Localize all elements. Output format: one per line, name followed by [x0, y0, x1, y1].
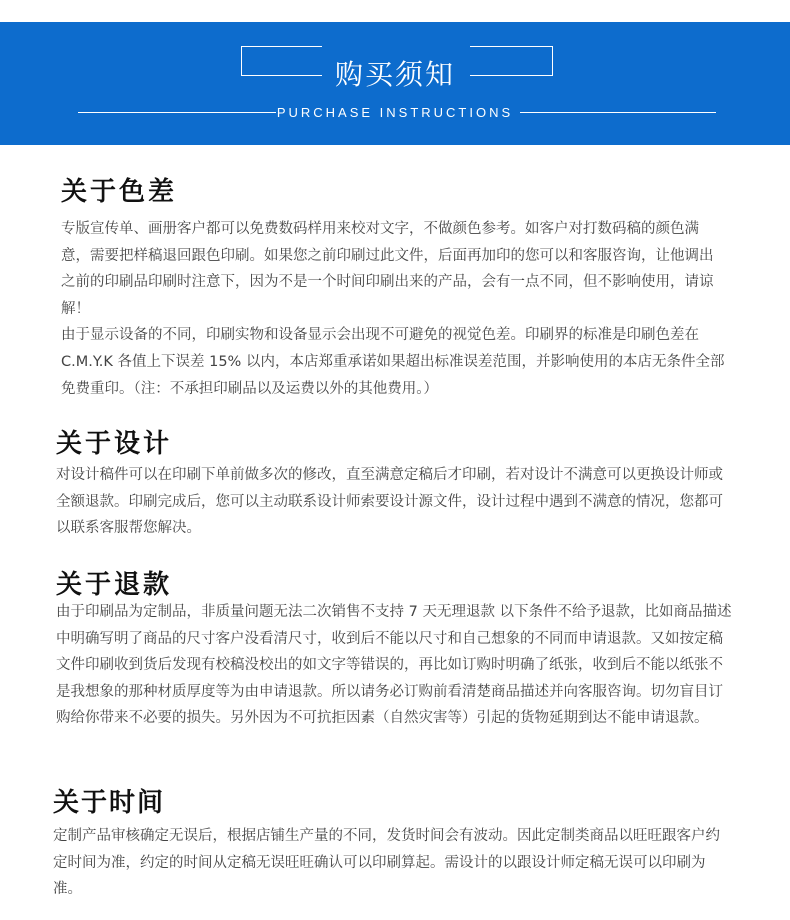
section-body [61, 216, 727, 402]
section-paragraph: 由于印刷品为定制品，非质量问题无法二次销售不支持 7 天无理退款 以下条件不给予退款，比如商品描述中明确写明了商品的尺寸客户没看清尺寸，收到后不能以尺寸和自己想象的不同而申请退款。又如按定稿文件印刷收到货后发现有校稿没校出的如文字等错误的，再比如订购时明确了纸张，收到后不能以纸张不是我想象的那种材质厚度等为由申请退款。所以请务必订购前看清楚商品描述并向客服咨询。切勿盲目订购给你带来不必要的损失。另外因为不可抗拒因素（自然灾害等）引起的货物延期到达不能申请退款。 [56, 604, 732, 727]
section-body [56, 599, 732, 732]
section-paragraph: 对设计稿件可以在印刷下单前做多次的修改，直至满意定稿后才印刷，若对设计不满意可以更换设计师或全额退款。印刷完成后，您可以主动联系设计师索要设计源文件，设计过程中遇到不满意的情况，您都可以联系客服帮您解决。 [56, 467, 723, 537]
section-body [53, 823, 733, 903]
header-banner [0, 22, 790, 145]
page-subtitle: PURCHASE INSTRUCTIONS [276, 105, 514, 120]
section-paragraph: 专版宣传单、画册客户都可以免费数码样用来校对文字，不做颜色参考。如客户对打数码稿的颜色满意，需要把样稿退回跟色印刷。如果您之前印刷过此文件，后面再加印的您可以和客服咨询，让他调出之前的印刷品印刷时注意下，因为不是一个时间印刷出来的产品，会有一点不同，但不影响使用，请谅解！ [61, 221, 714, 317]
page-title: 购买须知 [334, 58, 455, 91]
section-heading: 关于退款 [56, 570, 173, 600]
section-body [56, 462, 732, 542]
section-paragraph: 定制产品审核确定无误后，根据店铺生产量的不同，发货时间会有波动。因此定制类商品以旺旺跟客户约定时间为准，约定的时间从定稿无误旺旺确认可以印刷算起。需设计的以跟设计师定稿无误可以印刷为准。 [53, 828, 720, 898]
section-heading: 关于色差 [61, 177, 178, 207]
section-heading: 关于时间 [53, 788, 166, 818]
section-paragraph: 由于显示设备的不同，印刷实物和设备显示会出现不可避免的视觉色差。印刷界的标准是印刷色差在 C.M.Y.K 各值上下误差 15% 以内，本店郑重承诺如果超出标准误差范围，并影响使用的本店无条件全部免费重印。（注：不承担印刷品以及运费以外的其他费用。） [61, 327, 725, 397]
section-heading: 关于设计 [56, 429, 173, 459]
